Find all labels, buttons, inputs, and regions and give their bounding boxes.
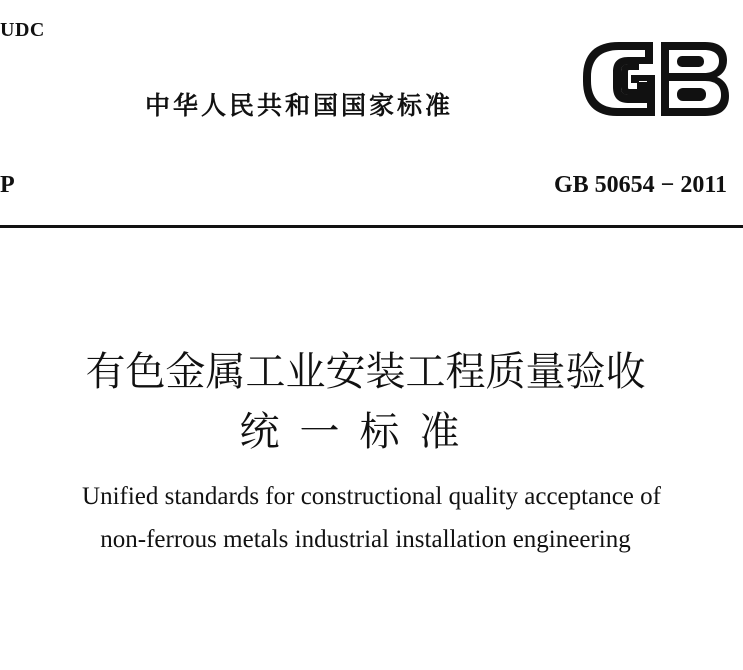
header-divider: [0, 225, 743, 228]
udc-label: UDC: [0, 19, 45, 41]
chinese-title-line1: 有色金属工业安装工程质量验收: [85, 349, 646, 395]
national-standard-title: 中华人民共和国国家标准: [145, 91, 454, 120]
chinese-title-line2: 统一标准: [239, 409, 480, 455]
english-title-line1: Unified standards for constructional quality acceptance of: [82, 483, 661, 510]
category-code: P: [0, 172, 15, 198]
standard-number: GB 50654 − 2011: [553, 172, 727, 198]
gb-logo: [577, 38, 732, 120]
english-title-line2: non-ferrous metals industrial installation engineering: [100, 526, 631, 553]
